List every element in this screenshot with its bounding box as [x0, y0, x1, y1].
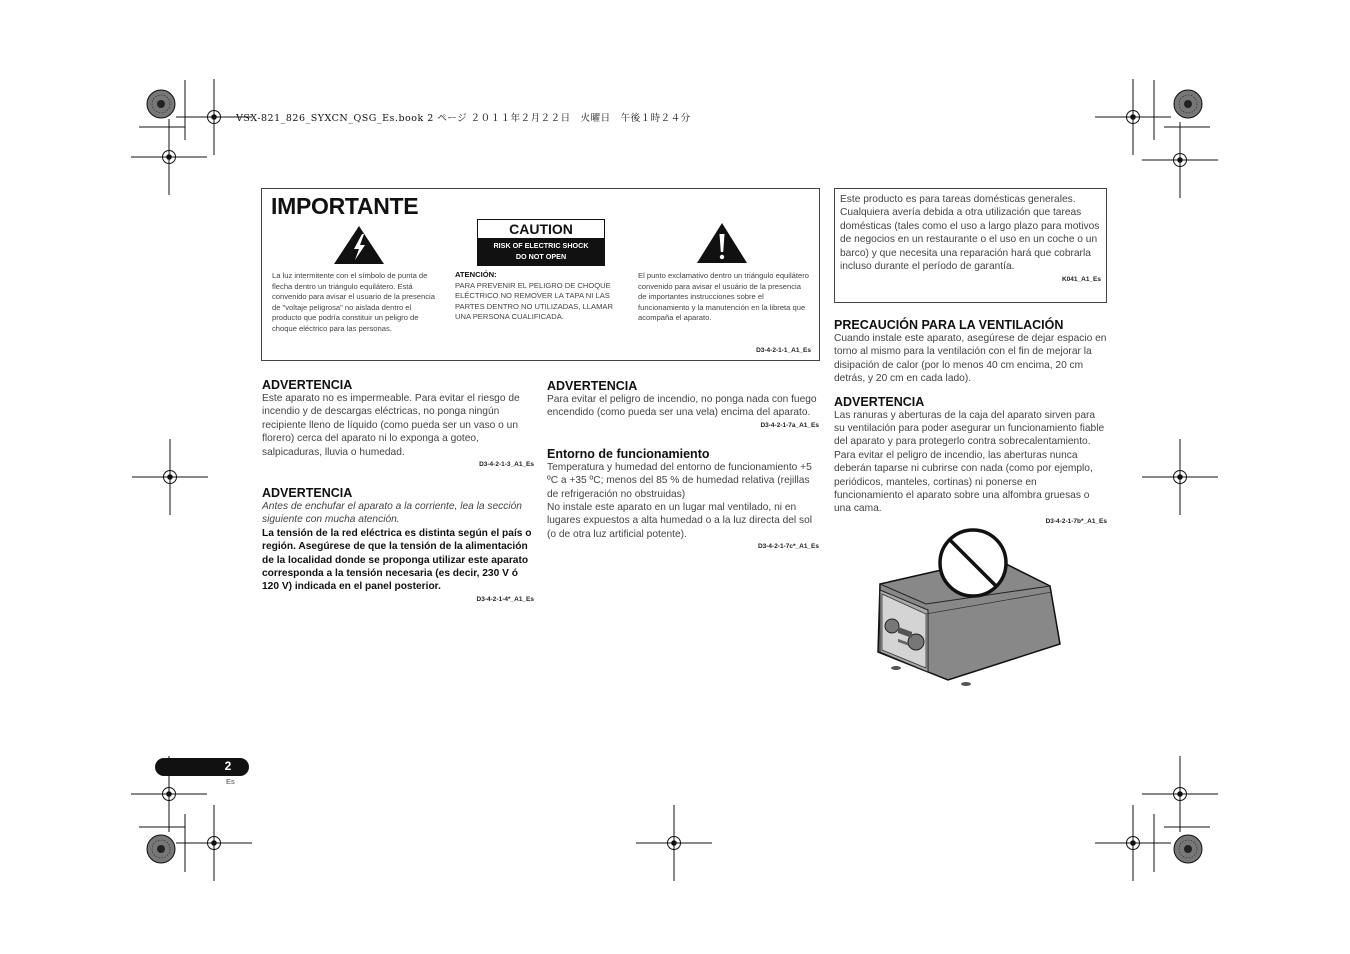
caution-line2: DO NOT OPEN	[515, 252, 567, 261]
crosshair-icon	[1095, 79, 1171, 155]
ventilacion-title: PRECAUCIÓN PARA LA VENTILACIÓN	[834, 318, 1064, 332]
advertencia-2-italic: Antes de enchufar el aparato a la corriente, lea la sección siguiente con mucha atención.	[262, 501, 522, 526]
star-target-icon	[1174, 835, 1202, 863]
star-target-icon	[147, 835, 175, 863]
crosshair-icon	[636, 805, 712, 881]
star-target-icon	[1174, 90, 1202, 118]
crosshair-icon	[1095, 805, 1171, 881]
file-header: VSX-821_826_SYXCN_QSG_Es.book 2 ページ ２０１１年２月２２日 火曜日 午後１時２４分	[236, 113, 691, 124]
column-1	[262, 378, 534, 603]
entorno-text-2: No instale este aparato en un lugar mal ventilado, ni en lugares expuestos a alta humedad o a la luz directa del sol (o de otra luz artificial potente).	[547, 502, 813, 540]
exclamation-warning-icon	[696, 222, 748, 264]
advertencia-fire-code: D3-4-2-1-7a_A1_Es	[760, 421, 819, 429]
language-code: Es	[226, 777, 235, 786]
lightning-explanation: La luz intermitente con el símbolo de punta de flecha dentro un triángulo equilátero. Está convenido para avisar el usuario de la presencia de "voltaje peligrosa" no aislada dentro el producto que podría constituir un peligro de choque eléctrico para las personas.	[272, 271, 435, 333]
domestic-use-code: K041_A1_Es	[1061, 276, 1101, 284]
crosshair-icon	[1142, 439, 1218, 515]
crosshair-icon	[1142, 122, 1218, 198]
entorno-text-1: Temperatura y humedad del entorno de funcionamiento +5 ºC a +35 ºC; menos del 85 % de humedad relativa (rejillas de refrigeración no obstruidas)	[547, 461, 812, 500]
crosshair-icon	[131, 119, 207, 195]
caution-label	[477, 219, 605, 266]
advertencia-vent-code: D3-4-2-1-7b*_A1_Es	[1045, 517, 1107, 525]
importante-code: D3-4-2-1-1_A1_Es	[756, 347, 811, 354]
advertencia-2-bold: La tensión de la red eléctrica es distinta según el país o región. Asegúrese de que la tensión de la alimentación de la localidad donde se proponga utilizar este aparato corresponda a la tensión necesaria (es decir, 230 V ó 120 V) indicada en el panel posterior.	[262, 527, 532, 593]
star-target-icon	[147, 90, 175, 118]
advertencia-fire-text: Para evitar el peligro de incendio, no ponga nada con fuego encendido (como pueda ser una vela) encima del aparato.	[547, 394, 817, 419]
advertencia-vent-title: ADVERTENCIA	[834, 394, 925, 409]
advertencia-1-title: ADVERTENCIA	[262, 378, 353, 392]
column-2	[547, 379, 819, 550]
lightning-warning-icon	[333, 225, 385, 265]
entorno-title: Entorno de funcionamiento	[547, 446, 710, 461]
crosshair-icon	[1142, 756, 1218, 832]
atencion-text: PARA PREVENIR EL PELIGRO DE CHOQUE ELÉCTRICO NO REMOVER LA TAPA NI LAS PARTES DENTRO NO UTILIZADAS, LLAMAR UNA PERSONA CUALIFICADA.	[455, 280, 613, 321]
importante-title: IMPORTANTE	[271, 193, 419, 219]
entorno-code: D3-4-2-1-7c*_A1_Es	[757, 543, 819, 551]
domestic-use-text: Este producto es para tareas domésticas generales. Cualquiera avería debida a otra utilización que tareas domésticas (tales como el uso a largo plazo para motivos de negocios en un restaurante o el uso en un coche o un barco) y que necesita una reparación hará que cobrarla incluso durante el período de garantía.	[840, 194, 1100, 273]
advertencia-vent-text: Las ranuras y aberturas de la caja del aparato sirven para su ventilación para poder asegurar un funcionamiento fiable del aparato y para protegerlo contra sobrecalentamiento. Para evitar el peligro de incendio, las aberturas nunca deberán taparse ni cubrirse con nada (como por ejemplo, periódicos, manteles, cortinas) ni ponerse en funcionamiento el aparato sobre una alfombra gruesas o una cama.	[834, 409, 1105, 515]
advertencia-2-code: D3-4-2-1-4*_A1_Es	[476, 595, 534, 603]
importante-box	[261, 188, 820, 361]
advertencia-1-text: Este aparato no es impermeable. Para evitar el riesgo de incendio y de descargas eléctricas, no ponga ningún recipiente lleno de líquido (como pueda ser un vaso o un florero) cerca del aparato ni lo exponga a goteo, salpicaduras, lluvia o humedad.	[262, 393, 520, 458]
caution-line1: RISK OF ELECTRIC SHOCK	[493, 241, 589, 250]
page-number: 2	[224, 759, 232, 773]
advertencia-1-code: D3-4-2-1-3_A1_Es	[479, 461, 534, 469]
advertencia-2-title: ADVERTENCIA	[262, 486, 353, 501]
covered-receiver-illustration	[868, 522, 1068, 692]
crosshair-icon	[132, 439, 208, 515]
domestic-use-box	[834, 188, 1107, 303]
column-3	[834, 318, 1107, 525]
ventilacion-text: Cuando instale este aparato, asegúrese de dejar espacio en torno al mismo para la ventilación con el fin de mejorar la disipación de calor (por lo menos 40 cm encima, 20 cm detrás, y 20 cm en cada lado).	[834, 333, 1107, 385]
exclamation-explanation: El punto exclamativo dentro un triángulo equilátero convenido para avisar el usuário de la presencia de importantes instrucciones sobre el funcionamiento y la manutención en la libreta que acompaña el aparato.	[638, 271, 809, 322]
caution-title: CAUTION	[509, 221, 573, 237]
atencion-label: ATENCIÓN:	[455, 270, 497, 279]
advertencia-fire-title: ADVERTENCIA	[547, 379, 638, 393]
crosshair-icon	[176, 805, 252, 881]
